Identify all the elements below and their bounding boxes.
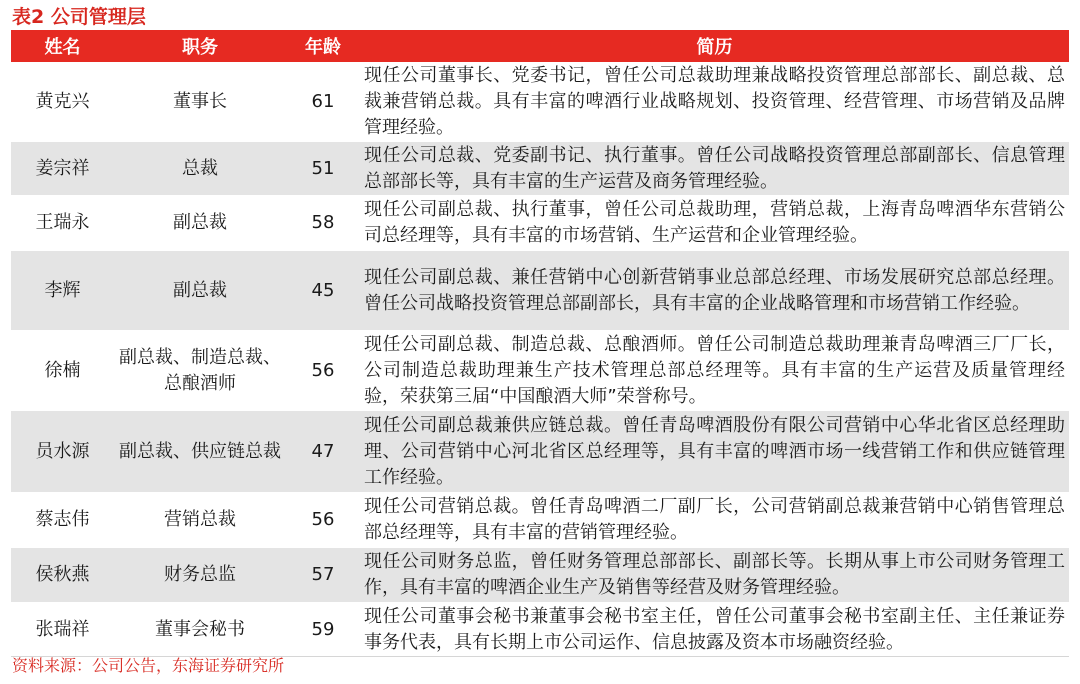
cell-bio: 现任公司总裁、党委副书记、执行董事。曾任公司战略投资管理总部副部长、信息管理总部部长等，具有丰富的生产运营及商务管理经验。 bbox=[360, 142, 1069, 196]
cell-position: 董事会秘书 bbox=[114, 603, 286, 657]
management-table bbox=[11, 30, 1069, 657]
cell-name: 徐楠 bbox=[11, 331, 114, 411]
cell-position: 总裁 bbox=[114, 142, 286, 196]
cell-age: 59 bbox=[286, 603, 360, 657]
table-row bbox=[11, 603, 1069, 657]
cell-age: 45 bbox=[286, 251, 360, 331]
cell-bio: 现任公司副总裁、兼任营销中心创新营销事业总部总经理、市场发展研究总部总经理。曾任公司战略投资管理总部副部长，具有丰富的企业战略管理和市场营销工作经验。 bbox=[360, 251, 1069, 331]
table-row bbox=[11, 251, 1069, 331]
cell-age: 47 bbox=[286, 411, 360, 493]
cell-name: 员水源 bbox=[11, 411, 114, 493]
cell-age: 58 bbox=[286, 196, 360, 251]
cell-age: 61 bbox=[286, 63, 360, 142]
cell-name: 王瑞永 bbox=[11, 196, 114, 251]
table-row bbox=[11, 411, 1069, 493]
cell-name: 姜宗祥 bbox=[11, 142, 114, 196]
header-position: 职务 bbox=[114, 30, 286, 63]
table-row bbox=[11, 196, 1069, 251]
cell-age: 56 bbox=[286, 331, 360, 411]
table-row bbox=[11, 548, 1069, 603]
cell-name: 侯秋燕 bbox=[11, 548, 114, 603]
cell-name: 李辉 bbox=[11, 251, 114, 331]
cell-bio: 现任公司副总裁、制造总裁、总酿酒师。曾任公司制造总裁助理兼青岛啤酒三厂厂长，公司制造总裁助理兼生产技术管理总部总经理等。具有丰富的生产运营及质量管理经验，荣获第三届“中国酿酒大师”荣誉称号。 bbox=[360, 331, 1069, 411]
cell-name: 蔡志伟 bbox=[11, 493, 114, 548]
cell-position: 董事长 bbox=[114, 63, 286, 142]
cell-bio: 现任公司副总裁兼供应链总裁。曾任青岛啤酒股份有限公司营销中心华北省区总经理助理、公司营销中心河北省区总经理等，具有丰富的啤酒市场一线营销工作和供应链管理工作经验。 bbox=[360, 411, 1069, 493]
header-name: 姓名 bbox=[11, 30, 114, 63]
cell-position: 营销总裁 bbox=[114, 493, 286, 548]
header-bio: 简历 bbox=[360, 30, 1069, 63]
table-row bbox=[11, 493, 1069, 548]
table-row bbox=[11, 63, 1069, 142]
cell-position: 财务总监 bbox=[114, 548, 286, 603]
cell-name: 黄克兴 bbox=[11, 63, 114, 142]
cell-age: 56 bbox=[286, 493, 360, 548]
table-header-row bbox=[11, 30, 1069, 63]
cell-position: 副总裁 bbox=[114, 251, 286, 331]
table-row bbox=[11, 331, 1069, 411]
table-title: 表2 公司管理层 bbox=[12, 6, 146, 28]
cell-position: 副总裁、供应链总裁 bbox=[114, 411, 286, 493]
header-age: 年龄 bbox=[286, 30, 360, 63]
cell-position: 副总裁、制造总裁、总酿酒师 bbox=[114, 331, 286, 411]
table-row bbox=[11, 142, 1069, 196]
cell-bio: 现任公司董事会秘书兼董事会秘书室主任，曾任公司董事会秘书室副主任、主任兼证券事务代表，具有长期上市公司运作、信息披露及资本市场融资经验。 bbox=[360, 603, 1069, 657]
cell-bio: 现任公司董事长、党委书记，曾任公司总裁助理兼战略投资管理总部部长、副总裁、总裁兼营销总裁。具有丰富的啤酒行业战略规划、投资管理、经营管理、市场营销及品牌管理经验。 bbox=[360, 63, 1069, 142]
cell-bio: 现任公司财务总监，曾任财务管理总部部长、副部长等。长期从事上市公司财务管理工作，具有丰富的啤酒企业生产及销售等经营及财务管理经验。 bbox=[360, 548, 1069, 603]
cell-position: 副总裁 bbox=[114, 196, 286, 251]
cell-bio: 现任公司营销总裁。曾任青岛啤酒二厂副厂长，公司营销副总裁兼营销中心销售管理总部总经理等，具有丰富的营销管理经验。 bbox=[360, 493, 1069, 548]
cell-bio: 现任公司副总裁、执行董事，曾任公司总裁助理，营销总裁，上海青岛啤酒华东营销公司总经理等，具有丰富的市场营销、生产运营和企业管理经验。 bbox=[360, 196, 1069, 251]
cell-age: 51 bbox=[286, 142, 360, 196]
source-note: 资料来源：公司公告，东海证券研究所 bbox=[12, 656, 285, 675]
cell-name: 张瑞祥 bbox=[11, 603, 114, 657]
cell-age: 57 bbox=[286, 548, 360, 603]
